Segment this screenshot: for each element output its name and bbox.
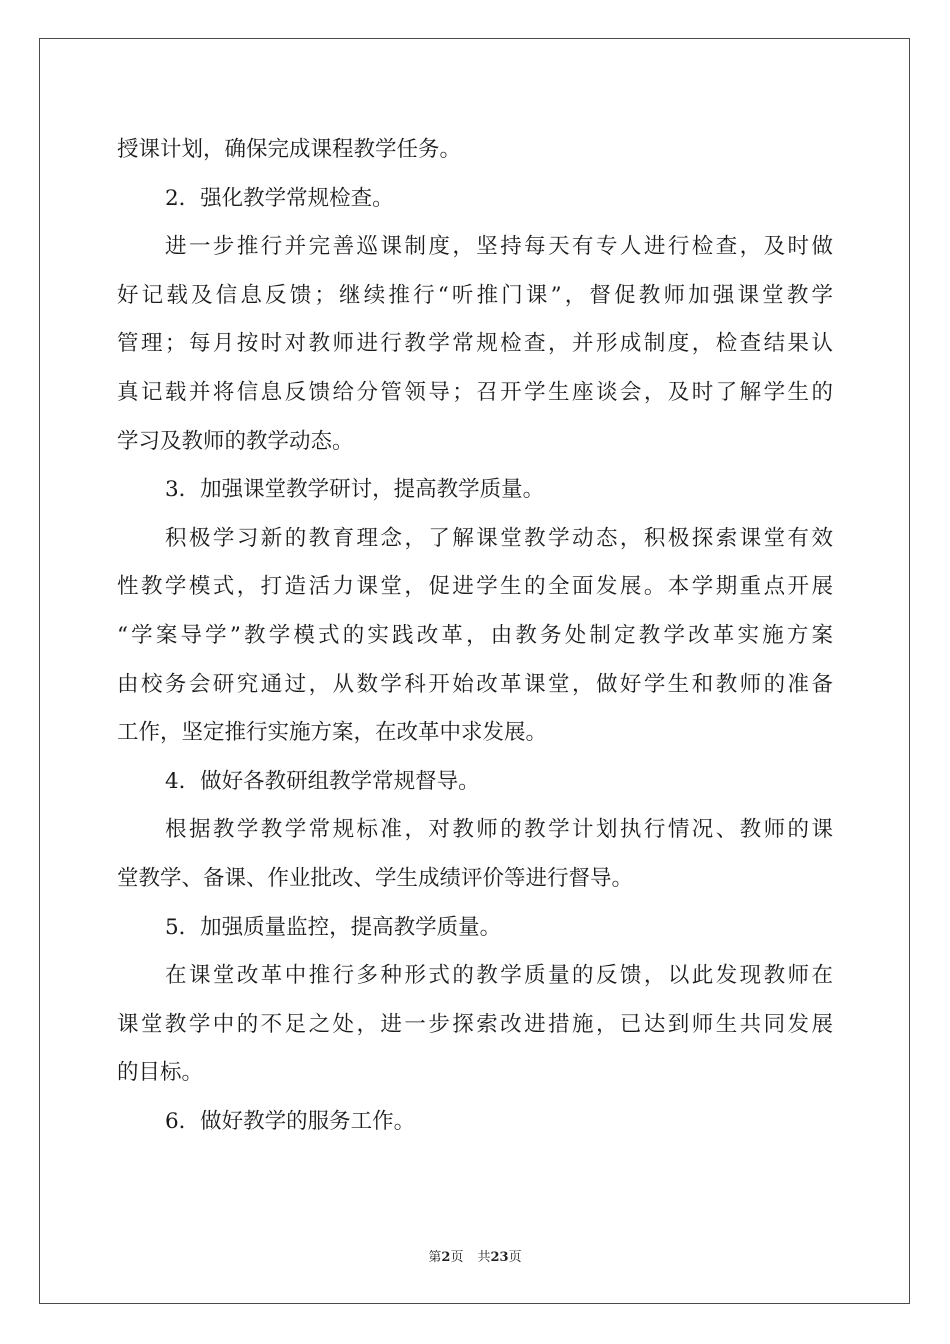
total-suffix: 页: [508, 1250, 522, 1265]
paragraph-line: 进一步推行并完善巡课制度，坚持每天有专人进行检查，及时做: [165, 234, 833, 260]
paragraph-line: 管理；每月按时对教师进行教学常规检查，并形成制度，检查结果认: [117, 331, 833, 357]
total-pages: 23: [490, 1250, 509, 1265]
document-body: [117, 126, 833, 1146]
section-heading-4: 4．做好各教研组教学常规督导。: [165, 768, 480, 794]
paragraph-2: [117, 223, 833, 466]
paragraph-line: 堂教学、备课、作业批改、学生成绩评价等进行督导。: [117, 865, 634, 891]
page-prefix: 第: [428, 1250, 442, 1265]
paragraph-line: 学习及教师的教学动态。: [117, 428, 354, 454]
paragraph-5: [117, 952, 833, 1098]
section-heading-6: 6．做好教学的服务工作。: [165, 1108, 416, 1134]
paragraph-4: [117, 806, 833, 903]
paragraph-3: [117, 515, 833, 758]
total-prefix: 共: [477, 1250, 491, 1265]
paragraph-line: 好记载及信息反馈；继续推行“听推门课”，督促教师加强课堂教学: [117, 282, 833, 308]
page-number: 2: [441, 1250, 451, 1265]
section-heading-3: 3．加强课堂教学研讨，提高教学质量。: [165, 477, 545, 503]
paragraph-line: 工作，坚定推行实施方案，在改革中求发展。: [117, 720, 548, 746]
paragraph-line: 授课计划，确保完成课程教学任务。: [117, 137, 462, 162]
paragraph-line: 课堂教学中的不足之处，进一步探索改进措施，已达到师生共同发展: [117, 1011, 833, 1037]
section-heading-5: 5．加强质量监控，提高教学质量。: [165, 914, 502, 940]
paragraph-line: 由校务会研究通过，从数学科开始改革课堂，做好学生和教师的准备: [117, 671, 833, 697]
paragraph-line: 积极学习新的教育理念，了解课堂教学动态，积极探索课堂有效: [165, 525, 833, 551]
paragraph-line: 的目标。: [117, 1060, 204, 1086]
paragraph-line: 真记载并将信息反馈给分管领导；召开学生座谈会，及时了解学生的: [117, 379, 833, 405]
page-suffix: 页: [450, 1250, 464, 1265]
section-heading-2: 2．强化教学常规检查。: [165, 185, 394, 211]
paragraph-line: 在课堂改革中推行多种形式的教学质量的反馈，以此发现教师在: [165, 963, 833, 989]
paragraph-line: 根据教学教学常规标准，对教师的教学计划执行情况、教师的课: [165, 817, 833, 843]
paragraph-line: 性教学模式，打造活力课堂，促进学生的全面发展。本学期重点开展: [117, 574, 833, 600]
paragraph-line: “学案导学”教学模式的实践改革，由教务处制定教学改革实施方案: [117, 622, 833, 648]
page-footer: [0, 1246, 950, 1265]
